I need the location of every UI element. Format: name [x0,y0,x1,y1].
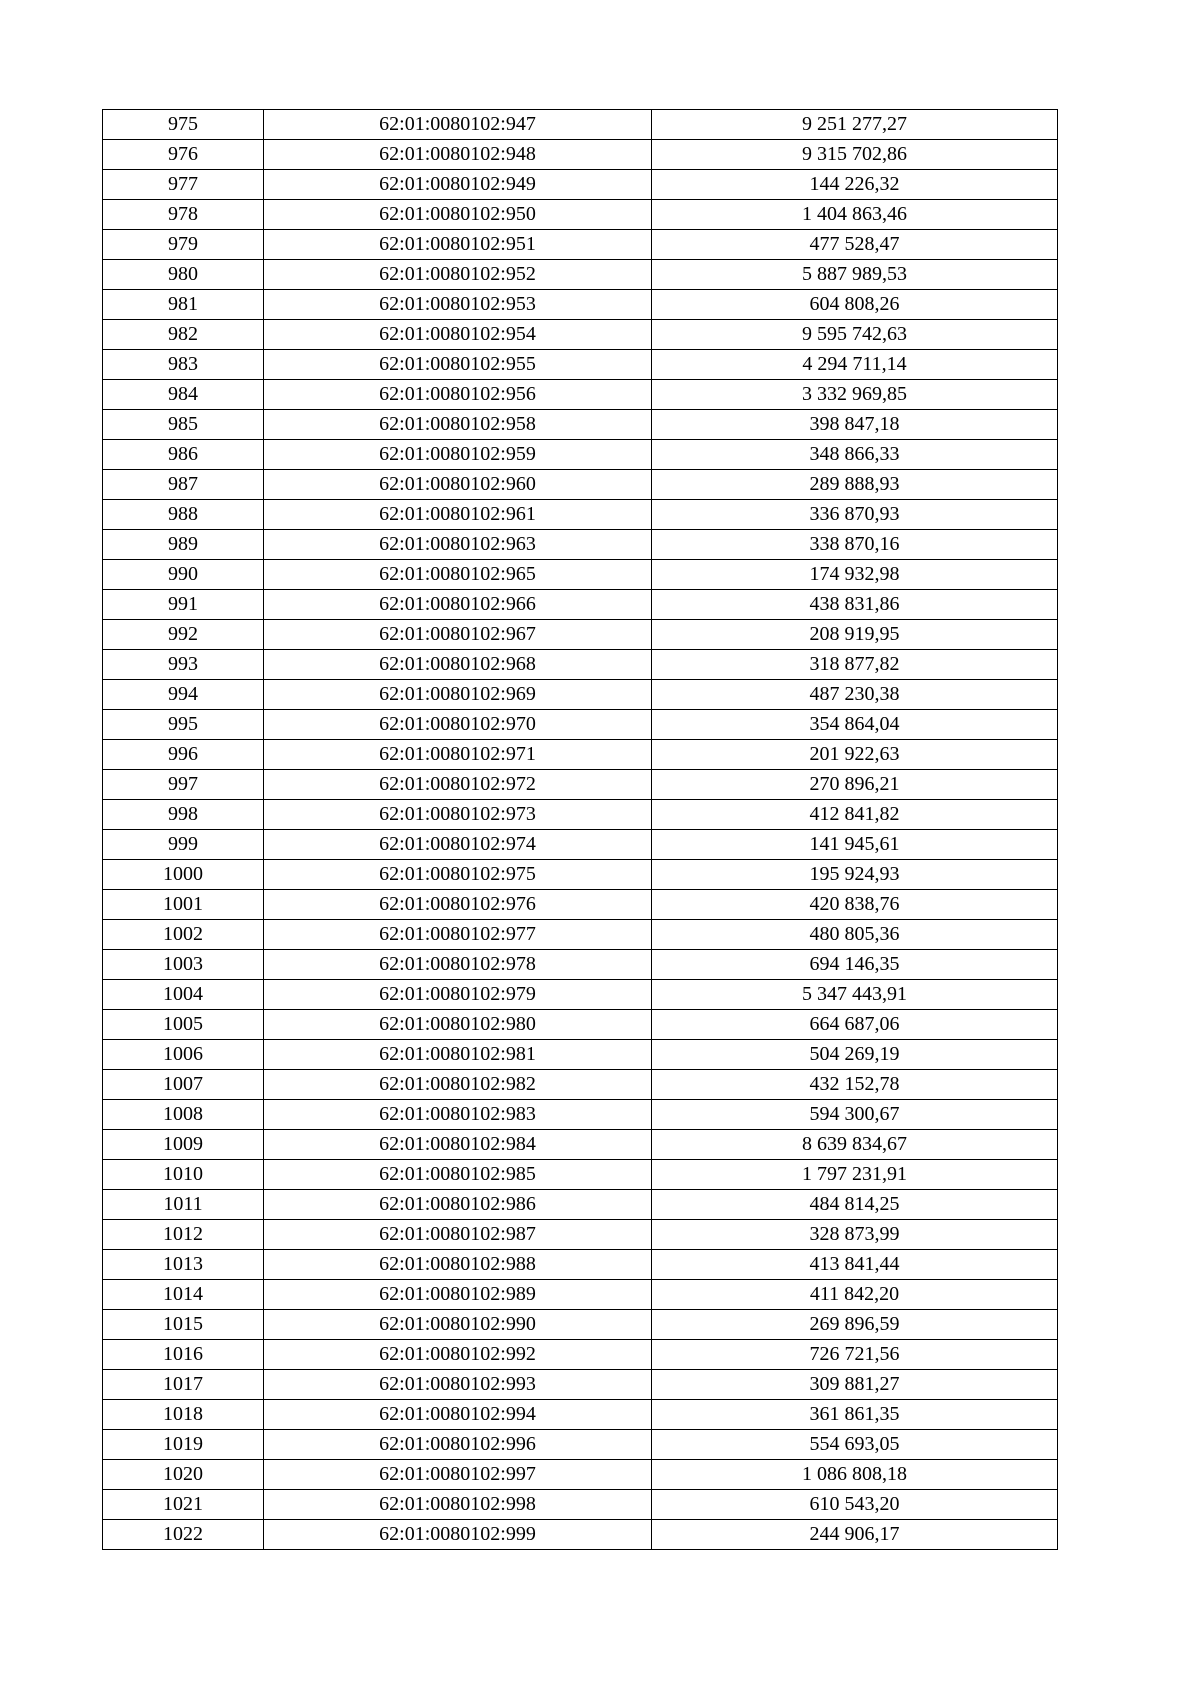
row-number-cell: 982 [103,320,264,350]
table-row [103,1370,1058,1400]
cadastral-value-cell: 309 881,27 [652,1370,1058,1400]
row-number-cell: 977 [103,170,264,200]
cadastral-number-cell: 62:01:0080102:973 [264,800,652,830]
row-number-cell: 1012 [103,1220,264,1250]
cadastral-value-cell: 348 866,33 [652,440,1058,470]
cadastral-value-cell: 195 924,93 [652,860,1058,890]
table-row [103,290,1058,320]
cadastral-number-cell: 62:01:0080102:999 [264,1520,652,1550]
cadastral-value-cell: 328 873,99 [652,1220,1058,1250]
cadastral-value-cell: 610 543,20 [652,1490,1058,1520]
table-row [103,950,1058,980]
cadastral-number-cell: 62:01:0080102:955 [264,350,652,380]
cadastral-value-cell: 487 230,38 [652,680,1058,710]
cadastral-value-cell: 9 251 277,27 [652,110,1058,140]
cadastral-value-cell: 269 896,59 [652,1310,1058,1340]
cadastral-value-cell: 726 721,56 [652,1340,1058,1370]
cadastral-number-cell: 62:01:0080102:966 [264,590,652,620]
cadastral-number-cell: 62:01:0080102:992 [264,1340,652,1370]
cadastral-value-cell: 438 831,86 [652,590,1058,620]
row-number-cell: 990 [103,560,264,590]
table-row [103,890,1058,920]
row-number-cell: 1013 [103,1250,264,1280]
cadastral-number-cell: 62:01:0080102:990 [264,1310,652,1340]
cadastral-number-cell: 62:01:0080102:984 [264,1130,652,1160]
table-row [103,590,1058,620]
table-row [103,800,1058,830]
row-number-cell: 1019 [103,1430,264,1460]
cadastral-number-cell: 62:01:0080102:952 [264,260,652,290]
table-row [103,1040,1058,1070]
cadastral-value-table [102,109,1058,1550]
table-row [103,680,1058,710]
row-number-cell: 980 [103,260,264,290]
row-number-cell: 985 [103,410,264,440]
cadastral-value-cell: 4 294 711,14 [652,350,1058,380]
row-number-cell: 1021 [103,1490,264,1520]
cadastral-value-cell: 398 847,18 [652,410,1058,440]
table-row [103,1400,1058,1430]
cadastral-number-cell: 62:01:0080102:978 [264,950,652,980]
cadastral-value-cell: 594 300,67 [652,1100,1058,1130]
cadastral-number-cell: 62:01:0080102:947 [264,110,652,140]
row-number-cell: 984 [103,380,264,410]
cadastral-number-cell: 62:01:0080102:960 [264,470,652,500]
cadastral-value-cell: 1 797 231,91 [652,1160,1058,1190]
cadastral-number-cell: 62:01:0080102:950 [264,200,652,230]
table-row [103,1250,1058,1280]
table-row [103,140,1058,170]
row-number-cell: 1017 [103,1370,264,1400]
cadastral-number-cell: 62:01:0080102:956 [264,380,652,410]
cadastral-number-cell: 62:01:0080102:997 [264,1460,652,1490]
row-number-cell: 987 [103,470,264,500]
row-number-cell: 999 [103,830,264,860]
cadastral-number-cell: 62:01:0080102:958 [264,410,652,440]
cadastral-value-cell: 413 841,44 [652,1250,1058,1280]
table-row [103,200,1058,230]
cadastral-value-cell: 604 808,26 [652,290,1058,320]
cadastral-number-cell: 62:01:0080102:953 [264,290,652,320]
cadastral-number-cell: 62:01:0080102:994 [264,1400,652,1430]
cadastral-number-cell: 62:01:0080102:988 [264,1250,652,1280]
cadastral-number-cell: 62:01:0080102:975 [264,860,652,890]
cadastral-number-cell: 62:01:0080102:977 [264,920,652,950]
row-number-cell: 1020 [103,1460,264,1490]
row-number-cell: 991 [103,590,264,620]
table-row [103,380,1058,410]
cadastral-value-cell: 411 842,20 [652,1280,1058,1310]
cadastral-number-cell: 62:01:0080102:996 [264,1430,652,1460]
table-row [103,410,1058,440]
table-row [103,560,1058,590]
row-number-cell: 997 [103,770,264,800]
cadastral-value-cell: 1 404 863,46 [652,200,1058,230]
table-row [103,830,1058,860]
row-number-cell: 986 [103,440,264,470]
cadastral-value-cell: 270 896,21 [652,770,1058,800]
cadastral-value-cell: 9 595 742,63 [652,320,1058,350]
row-number-cell: 1005 [103,1010,264,1040]
table-row [103,710,1058,740]
table-row [103,980,1058,1010]
table-row [103,620,1058,650]
cadastral-value-cell: 3 332 969,85 [652,380,1058,410]
cadastral-value-cell: 361 861,35 [652,1400,1058,1430]
row-number-cell: 1009 [103,1130,264,1160]
row-number-cell: 978 [103,200,264,230]
cadastral-number-cell: 62:01:0080102:982 [264,1070,652,1100]
row-number-cell: 979 [103,230,264,260]
table-row [103,1070,1058,1100]
row-number-cell: 1006 [103,1040,264,1070]
cadastral-value-cell: 432 152,78 [652,1070,1058,1100]
cadastral-value-cell: 9 315 702,86 [652,140,1058,170]
table-row [103,170,1058,200]
cadastral-number-cell: 62:01:0080102:951 [264,230,652,260]
cadastral-number-cell: 62:01:0080102:963 [264,530,652,560]
row-number-cell: 1010 [103,1160,264,1190]
cadastral-value-cell: 208 919,95 [652,620,1058,650]
table-row [103,470,1058,500]
table-row [103,1100,1058,1130]
cadastral-value-cell: 336 870,93 [652,500,1058,530]
row-number-cell: 976 [103,140,264,170]
table-row [103,1190,1058,1220]
cadastral-value-cell: 5 347 443,91 [652,980,1058,1010]
table-body [103,110,1058,1550]
row-number-cell: 988 [103,500,264,530]
row-number-cell: 1000 [103,860,264,890]
table-row [103,650,1058,680]
cadastral-value-cell: 289 888,93 [652,470,1058,500]
cadastral-value-cell: 484 814,25 [652,1190,1058,1220]
table-row [103,260,1058,290]
cadastral-number-cell: 62:01:0080102:974 [264,830,652,860]
row-number-cell: 1002 [103,920,264,950]
cadastral-number-cell: 62:01:0080102:976 [264,890,652,920]
cadastral-value-cell: 554 693,05 [652,1430,1058,1460]
cadastral-number-cell: 62:01:0080102:965 [264,560,652,590]
row-number-cell: 1011 [103,1190,264,1220]
cadastral-value-cell: 420 838,76 [652,890,1058,920]
cadastral-value-cell: 1 086 808,18 [652,1460,1058,1490]
table-row [103,1010,1058,1040]
table-row [103,920,1058,950]
row-number-cell: 1003 [103,950,264,980]
cadastral-number-cell: 62:01:0080102:968 [264,650,652,680]
table-row [103,500,1058,530]
row-number-cell: 981 [103,290,264,320]
cadastral-number-cell: 62:01:0080102:985 [264,1160,652,1190]
row-number-cell: 992 [103,620,264,650]
row-number-cell: 993 [103,650,264,680]
cadastral-number-cell: 62:01:0080102:967 [264,620,652,650]
cadastral-value-cell: 412 841,82 [652,800,1058,830]
table-row [103,1220,1058,1250]
cadastral-value-cell: 174 932,98 [652,560,1058,590]
row-number-cell: 994 [103,680,264,710]
cadastral-value-cell: 664 687,06 [652,1010,1058,1040]
cadastral-value-cell: 338 870,16 [652,530,1058,560]
table-row [103,1490,1058,1520]
cadastral-number-cell: 62:01:0080102:998 [264,1490,652,1520]
table-row [103,740,1058,770]
table-row [103,1460,1058,1490]
cadastral-value-cell: 480 805,36 [652,920,1058,950]
table-row [103,1520,1058,1550]
table-row [103,530,1058,560]
row-number-cell: 1004 [103,980,264,1010]
row-number-cell: 996 [103,740,264,770]
cadastral-number-cell: 62:01:0080102:971 [264,740,652,770]
cadastral-value-cell: 244 906,17 [652,1520,1058,1550]
cadastral-value-cell: 354 864,04 [652,710,1058,740]
cadastral-number-cell: 62:01:0080102:989 [264,1280,652,1310]
table-row [103,1430,1058,1460]
cadastral-number-cell: 62:01:0080102:987 [264,1220,652,1250]
cadastral-value-cell: 5 887 989,53 [652,260,1058,290]
cadastral-number-cell: 62:01:0080102:954 [264,320,652,350]
row-number-cell: 995 [103,710,264,740]
row-number-cell: 983 [103,350,264,380]
table-row [103,1130,1058,1160]
cadastral-value-cell: 694 146,35 [652,950,1058,980]
table-row [103,350,1058,380]
cadastral-value-cell: 504 269,19 [652,1040,1058,1070]
row-number-cell: 989 [103,530,264,560]
cadastral-number-cell: 62:01:0080102:972 [264,770,652,800]
table-row [103,1280,1058,1310]
cadastral-value-cell: 477 528,47 [652,230,1058,260]
table-row [103,230,1058,260]
table-row [103,320,1058,350]
cadastral-number-cell: 62:01:0080102:980 [264,1010,652,1040]
cadastral-number-cell: 62:01:0080102:969 [264,680,652,710]
table-row [103,1160,1058,1190]
table-row [103,860,1058,890]
cadastral-number-cell: 62:01:0080102:981 [264,1040,652,1070]
row-number-cell: 1016 [103,1340,264,1370]
row-number-cell: 1014 [103,1280,264,1310]
cadastral-number-cell: 62:01:0080102:949 [264,170,652,200]
row-number-cell: 1008 [103,1100,264,1130]
cadastral-number-cell: 62:01:0080102:979 [264,980,652,1010]
table-row [103,770,1058,800]
cadastral-value-cell: 201 922,63 [652,740,1058,770]
cadastral-number-cell: 62:01:0080102:948 [264,140,652,170]
table-row [103,110,1058,140]
row-number-cell: 1001 [103,890,264,920]
row-number-cell: 1007 [103,1070,264,1100]
table-row [103,1340,1058,1370]
cadastral-number-cell: 62:01:0080102:959 [264,440,652,470]
cadastral-value-cell: 318 877,82 [652,650,1058,680]
cadastral-number-cell: 62:01:0080102:983 [264,1100,652,1130]
row-number-cell: 1018 [103,1400,264,1430]
row-number-cell: 1015 [103,1310,264,1340]
table-row [103,1310,1058,1340]
row-number-cell: 998 [103,800,264,830]
cadastral-number-cell: 62:01:0080102:986 [264,1190,652,1220]
cadastral-value-cell: 144 226,32 [652,170,1058,200]
cadastral-value-cell: 8 639 834,67 [652,1130,1058,1160]
table-row [103,440,1058,470]
cadastral-number-cell: 62:01:0080102:993 [264,1370,652,1400]
row-number-cell: 975 [103,110,264,140]
cadastral-number-cell: 62:01:0080102:961 [264,500,652,530]
row-number-cell: 1022 [103,1520,264,1550]
cadastral-value-cell: 141 945,61 [652,830,1058,860]
cadastral-number-cell: 62:01:0080102:970 [264,710,652,740]
